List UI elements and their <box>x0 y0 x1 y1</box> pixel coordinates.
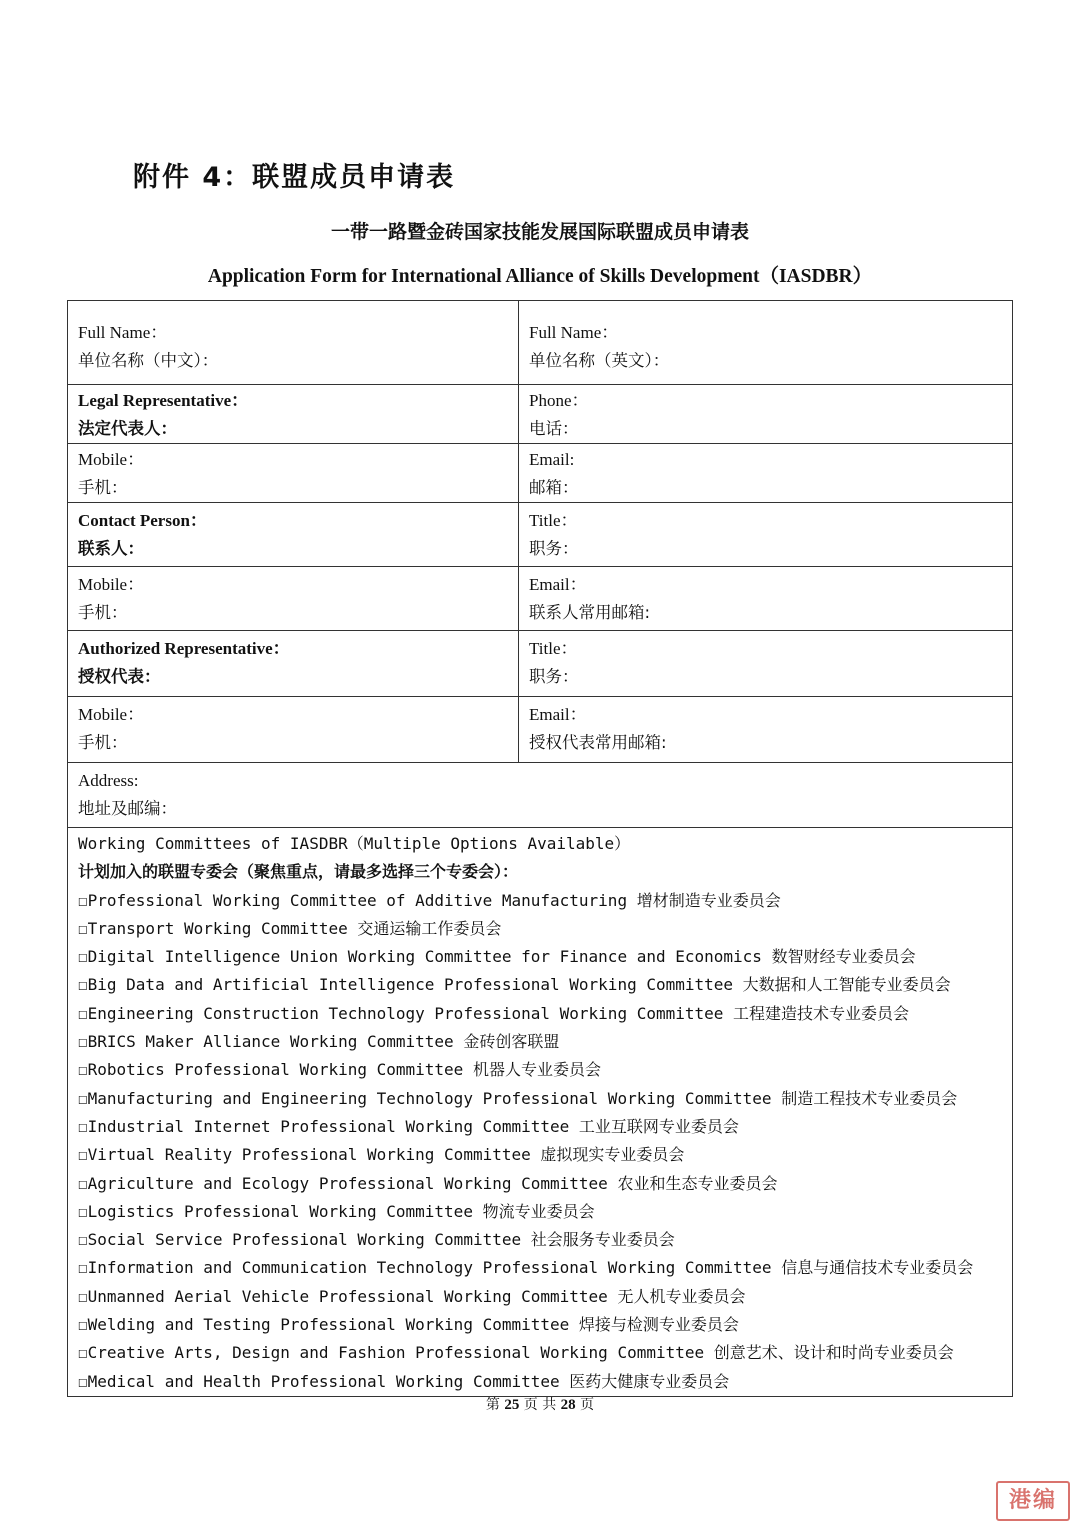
committee-checkbox-virtual-reality[interactable]: ☐Virtual Reality Professional Working Committee 虚拟现实专业委员会 <box>78 1145 685 1165</box>
authorized-title-label-en: Title： <box>529 639 578 658</box>
address-label-cn: 地址及邮编： <box>78 799 177 818</box>
form-row-authorized-mobile-email <box>68 697 1013 763</box>
committee-checkbox-logistics[interactable]: ☐Logistics Professional Working Committee 物流专业委员会 <box>78 1201 595 1221</box>
full-name-label-cn: 单位名称（中文）： <box>78 351 219 370</box>
legal-representative-label-cn: 法定代表人： <box>78 419 177 438</box>
form-row-full-name <box>68 301 1013 385</box>
committees-title-en: Working Committees of IASDBR（Multiple Options Available） <box>78 834 631 853</box>
mobile-cell[interactable] <box>68 444 519 503</box>
committee-checkbox-transport[interactable]: ☐Transport Working Committee 交通运输工作委员会 <box>78 918 502 938</box>
address-label-en: Address: <box>78 771 139 790</box>
authorized-representative-label-cn: 授权代表： <box>78 667 161 686</box>
committees-cell <box>68 828 1013 1397</box>
legal-representative-cell[interactable] <box>68 385 519 444</box>
committee-checkbox-industrial-internet[interactable]: ☐Industrial Internet Professional Working Committee 工业互联网专业委员会 <box>78 1116 739 1136</box>
full-name-label-en: Full Name： <box>78 323 168 342</box>
email-label-cn: 邮箱： <box>529 478 579 497</box>
application-form-table <box>67 300 1013 1397</box>
page-prefix: 第 <box>485 1397 500 1413</box>
committee-checkbox-uav[interactable]: ☐Unmanned Aerial Vehicle Professional Working Committee 无人机专业委员会 <box>78 1286 746 1306</box>
contact-person-cell[interactable] <box>68 503 519 567</box>
contact-mobile-cell[interactable] <box>68 567 519 631</box>
page-suffix: 页 <box>580 1397 595 1413</box>
committee-checkbox-agriculture-ecology[interactable]: ☐Agriculture and Ecology Professional Working Committee 农业和生态专业委员会 <box>78 1173 778 1193</box>
form-title-cn: 一带一路暨金砖国家技能发展国际联盟成员申请表 <box>330 221 749 243</box>
email-cell[interactable] <box>519 444 1013 503</box>
authorized-email-label-cn: 授权代表常用邮箱: <box>529 733 667 752</box>
committee-checkbox-robotics[interactable]: ☐Robotics Professional Working Committee 机器人专业委员会 <box>78 1060 601 1080</box>
form-row-mobile-email <box>68 444 1013 503</box>
committee-checkbox-big-data-ai[interactable]: ☐Big Data and Artificial Intelligence Professional Working Committee 大数据和人工智能专业委员会 <box>78 975 951 995</box>
committee-checkbox-digital-finance[interactable]: ☐Digital Intelligence Union Working Committee for Finance and Economics 数智财经专业委员会 <box>78 947 916 967</box>
committee-checkbox-welding-testing[interactable]: ☐Welding and Testing Professional Working Committee 焊接与检测专业委员会 <box>78 1315 739 1335</box>
committee-checkbox-engineering-construction[interactable]: ☐Engineering Construction Technology Professional Working Committee 工程建造技术专业委员会 <box>78 1003 910 1023</box>
contact-title-label-en: Title： <box>529 511 578 530</box>
phone-label-cn: 电话： <box>529 419 579 438</box>
committee-checkbox-ict[interactable]: ☐Information and Communication Technology Professional Working Committee 信息与通信技术专业委员会 <box>78 1258 974 1278</box>
attachment-heading: 附件 4：联盟成员申请表 <box>133 162 456 193</box>
authorized-title-cell[interactable] <box>519 631 1013 697</box>
form-row-legal-representative <box>68 385 1013 444</box>
contact-person-label-en: Contact Person： <box>78 511 207 530</box>
form-row-address <box>68 763 1013 828</box>
phone-label-en: Phone： <box>529 391 589 410</box>
committee-checkbox-medical-health[interactable]: ☐Medical and Health Professional Working Committee 医药大健康专业委员会 <box>78 1371 730 1391</box>
contact-mobile-label-en: Mobile： <box>78 575 145 594</box>
form-row-contact-mobile-email <box>68 567 1013 631</box>
contact-title-label-cn: 职务： <box>529 539 579 558</box>
full-name-en-cell[interactable] <box>519 301 1013 385</box>
contact-email-label-cn: 联系人常用邮箱: <box>529 603 651 622</box>
committees-title-cn: 计划加入的联盟专委会（聚焦重点，请最多选择三个专委会）： <box>78 862 519 882</box>
form-title-en: Application Form for International Alliance of Skills Development（IASDBR） <box>207 266 873 287</box>
committee-checkbox-creative-arts[interactable]: ☐Creative Arts, Design and Fashion Professional Working Committee 创意艺术、设计和时尚专业委员会 <box>78 1343 954 1363</box>
contact-mobile-label-cn: 手机： <box>78 603 128 622</box>
email-label-en: Email: <box>529 450 575 469</box>
mobile-label-en: Mobile： <box>78 450 145 469</box>
page-total: 28 <box>560 1397 576 1413</box>
contact-email-cell[interactable] <box>519 567 1013 631</box>
form-row-authorized-representative <box>68 631 1013 697</box>
contact-person-label-cn: 联系人： <box>78 539 144 558</box>
authorized-email-cell[interactable] <box>519 697 1013 763</box>
legal-representative-label-en: Legal Representative： <box>78 391 249 410</box>
committee-checkbox-manufacturing-engineering[interactable]: ☐Manufacturing and Engineering Technology Professional Working Committee 制造工程技术专业委员会 <box>78 1088 958 1108</box>
watermark-stamp: 港编 <box>996 1481 1070 1521</box>
authorized-title-label-cn: 职务： <box>529 667 579 686</box>
full-name-label-en-2: Full Name： <box>529 323 619 342</box>
form-row-contact-person <box>68 503 1013 567</box>
authorized-representative-label-en: Authorized Representative： <box>78 639 290 658</box>
authorized-mobile-label-cn: 手机： <box>78 733 128 752</box>
mobile-label-cn: 手机： <box>78 478 128 497</box>
contact-title-cell[interactable] <box>519 503 1013 567</box>
form-row-committees <box>68 828 1013 1397</box>
address-cell[interactable] <box>68 763 1013 828</box>
contact-email-label-en: Email： <box>529 575 587 594</box>
page-current: 25 <box>504 1397 520 1413</box>
authorized-mobile-cell[interactable] <box>68 697 519 763</box>
committee-checkbox-brics-maker[interactable]: ☐BRICS Maker Alliance Working Committee 金砖创客联盟 <box>78 1032 560 1052</box>
page-number-footer <box>0 1394 1080 1414</box>
committee-checkbox-social-service[interactable]: ☐Social Service Professional Working Committee 社会服务专业委员会 <box>78 1230 675 1250</box>
authorized-email-label-en: Email： <box>529 705 587 724</box>
phone-cell[interactable] <box>519 385 1013 444</box>
authorized-mobile-label-en: Mobile： <box>78 705 145 724</box>
page-middle: 页 共 <box>523 1397 557 1413</box>
full-name-label-en-zh: 单位名称（英文）： <box>529 351 670 370</box>
full-name-cn-cell[interactable] <box>68 301 519 385</box>
authorized-representative-cell[interactable] <box>68 631 519 697</box>
committee-checkbox-additive-manufacturing[interactable]: ☐Professional Working Committee of Additive Manufacturing 增材制造专业委员会 <box>78 890 781 910</box>
